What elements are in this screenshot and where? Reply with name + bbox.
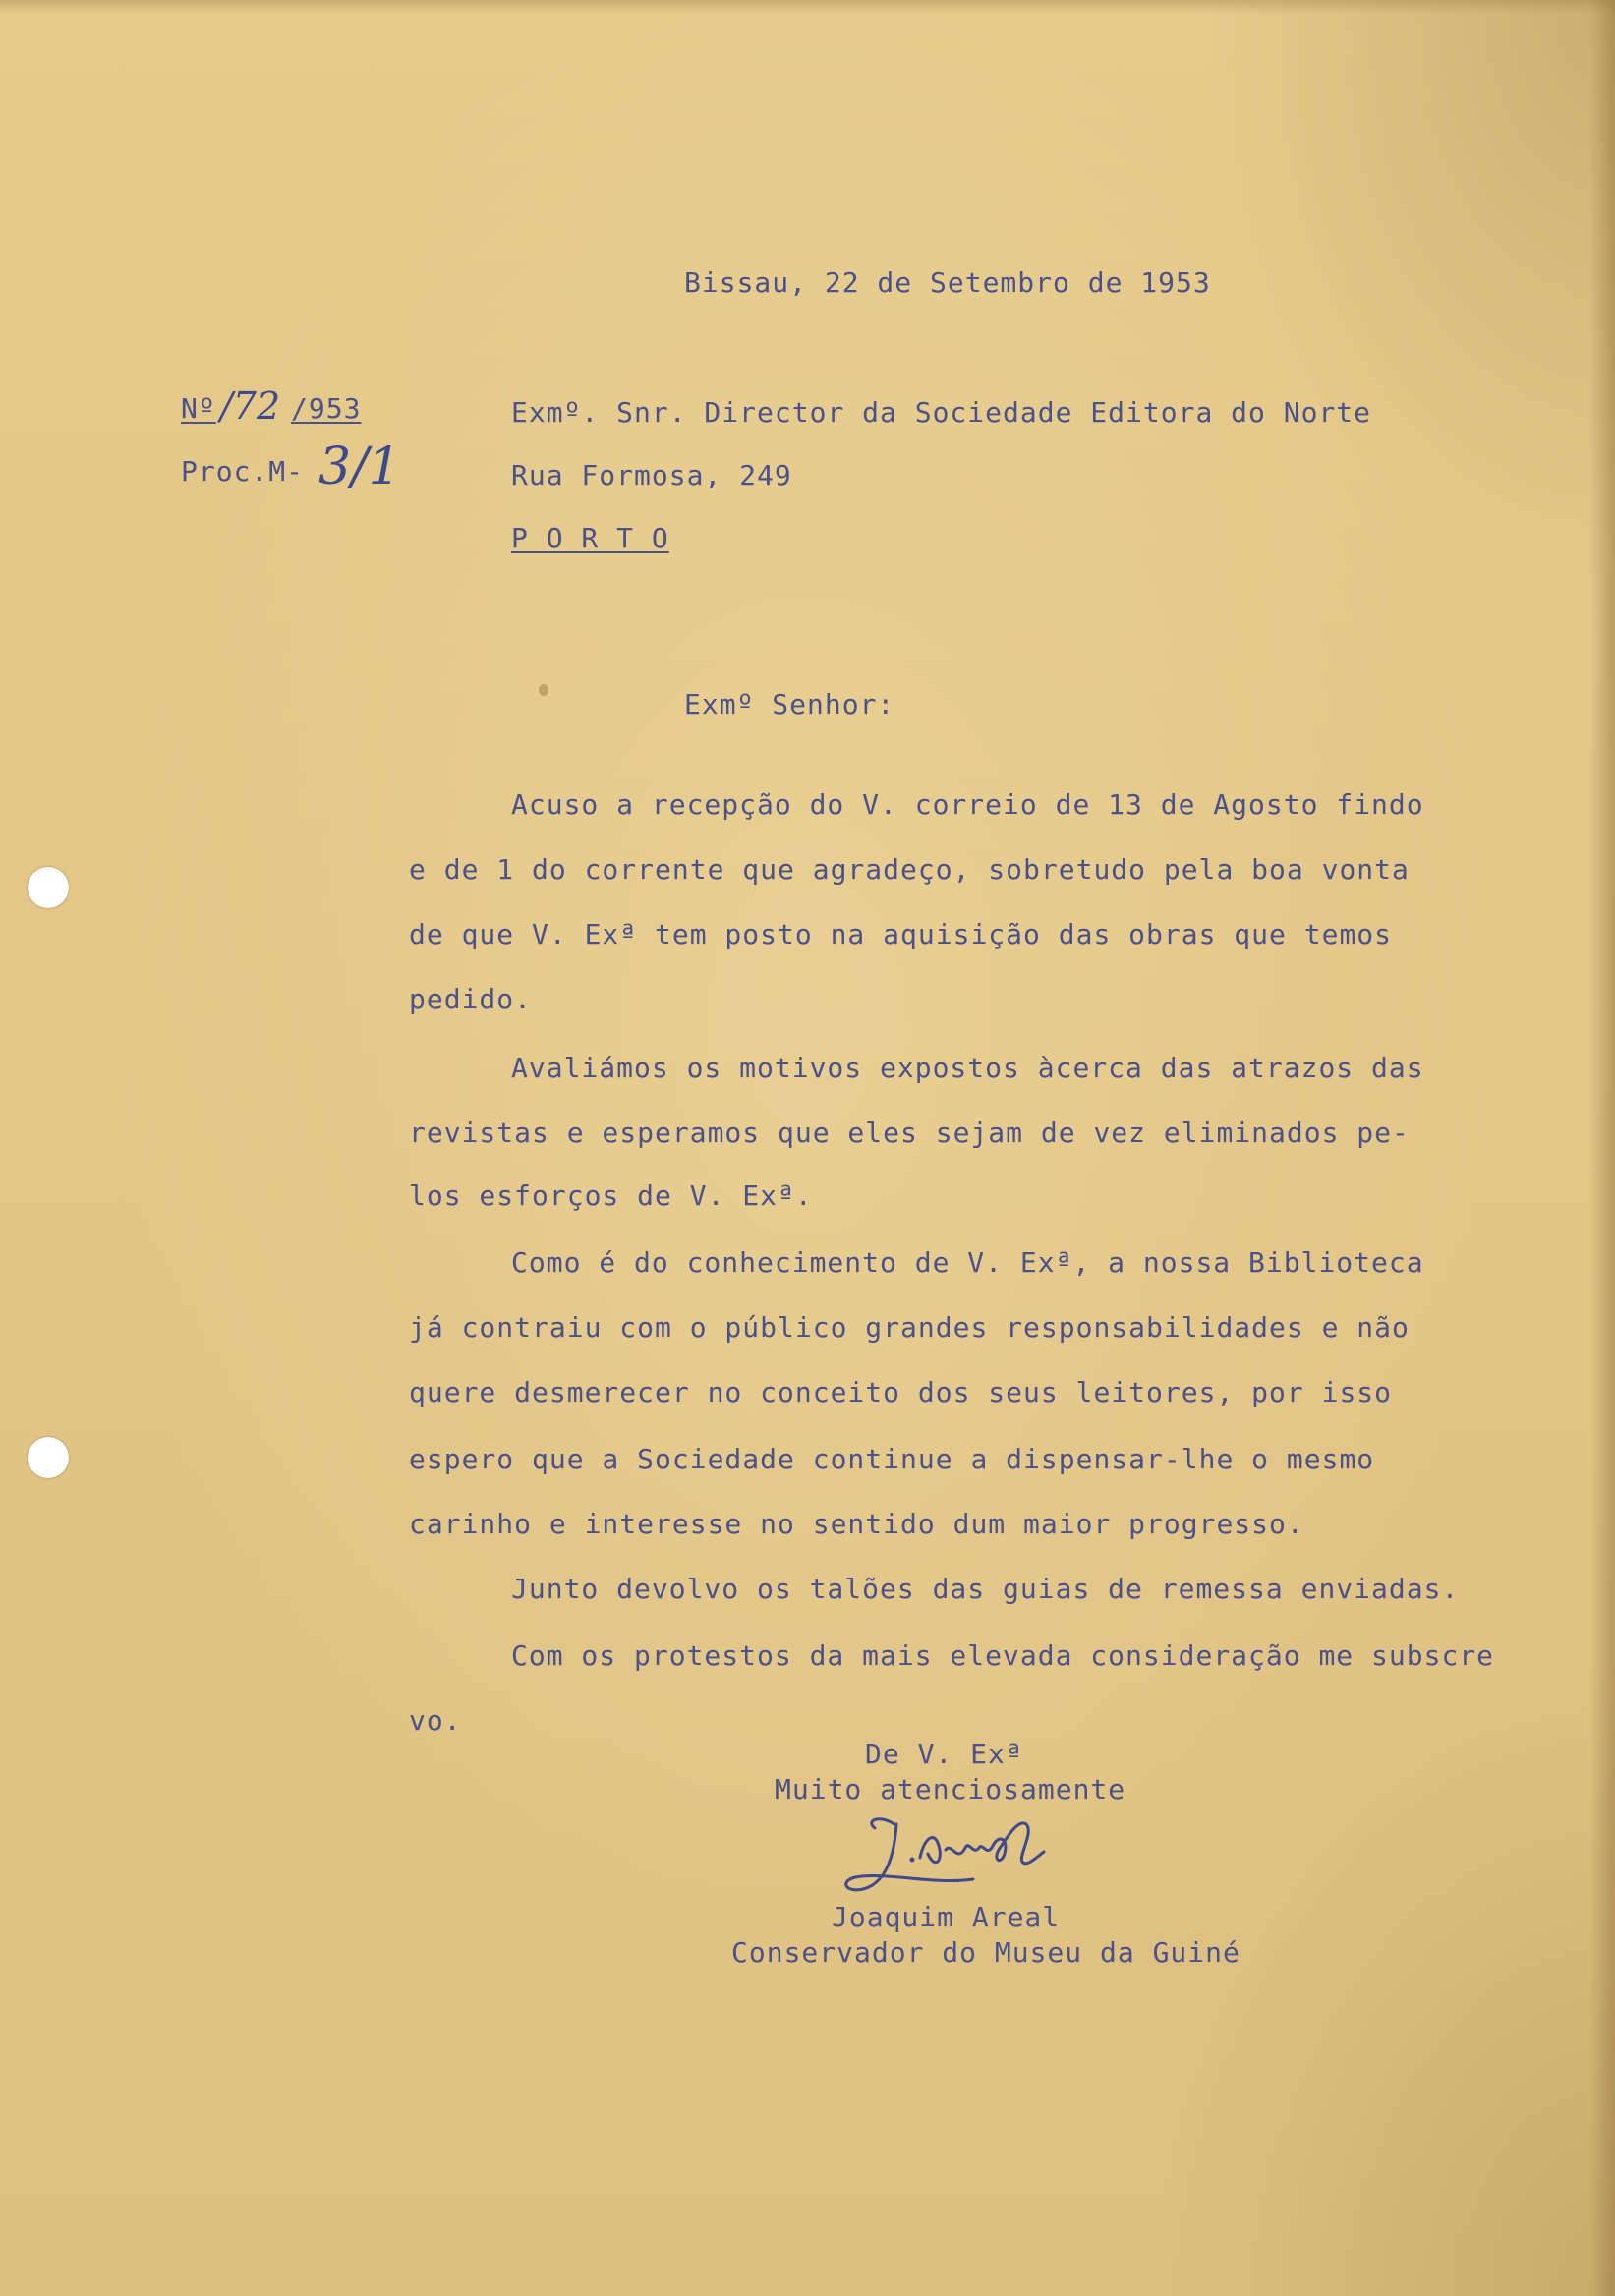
salutation: Exmº Senhor: — [684, 688, 895, 720]
handwritten-signature — [826, 1795, 1081, 1913]
body-line: de que V. Exª tem posto na aquisição das obras que temos — [409, 918, 1393, 950]
reference-number-suffix: /953 — [291, 392, 362, 425]
recipient-city: P O R T O — [511, 522, 669, 554]
body-line: carinho e interesse no sentido dum maior progresso. — [409, 1508, 1304, 1540]
reference-number-handwritten: /72 — [220, 384, 281, 428]
body-line: já contraiu com o público grandes responsabilidades e não — [409, 1311, 1410, 1344]
signer-name: Joaquim Areal — [832, 1901, 1061, 1933]
signature-scrawl — [826, 1795, 1081, 1913]
body-line: Avaliámos os motivos expostos àcerca das atrazos das — [511, 1052, 1424, 1084]
date-line: Bissau, 22 de Setembro de 1953 — [684, 266, 1211, 299]
recipient-line-1: Exmº. Snr. Director da Sociedade Editora do Norte — [511, 396, 1372, 429]
body-line: pedido. — [409, 983, 533, 1015]
body-line: Com os protestos da mais elevada consideração me subscre — [511, 1639, 1495, 1672]
proc-handwritten: 3/1 — [318, 437, 401, 496]
signature-text — [826, 1795, 830, 1796]
body-line: vo. — [409, 1704, 462, 1737]
punch-hole-top — [28, 867, 69, 908]
paper-stain — [539, 684, 548, 696]
body-line: espero que a Sociedade continue a dispensar-lhe o mesmo — [409, 1443, 1375, 1475]
recipient-line-2: Rua Formosa, 249 — [511, 459, 792, 491]
body-line: Como é do conhecimento de V. Exª, a nossa Biblioteca — [511, 1246, 1424, 1279]
closing-line-1: De V. Exª — [865, 1738, 1023, 1770]
proc-prefix: Proc.M- — [181, 455, 305, 488]
closing-line-2: Muito atenciosamente — [775, 1773, 1126, 1806]
body-line: e de 1 do corrente que agradeço, sobretudo pela boa vonta — [409, 853, 1410, 886]
reference-block — [181, 384, 427, 506]
signer-title: Conservador do Museu da Guiné — [731, 1936, 1240, 1969]
reference-number-prefix: Nº — [181, 392, 216, 425]
punch-hole-bottom — [28, 1437, 69, 1478]
body-line: Junto devolvo os talões das guias de remessa enviadas. — [511, 1573, 1460, 1605]
body-line: revistas e esperamos que eles sejam de vez eliminados pe- — [409, 1117, 1410, 1149]
body-line: quere desmerecer no conceito dos seus leitores, por isso — [409, 1376, 1393, 1408]
body-line: Acuso a recepção do V. correio de 13 de Agosto findo — [511, 788, 1424, 821]
body-line: los esforços de V. Exª. — [409, 1179, 813, 1212]
page-right-edge — [1589, 0, 1615, 2296]
page-top-edge — [0, 0, 1615, 14]
